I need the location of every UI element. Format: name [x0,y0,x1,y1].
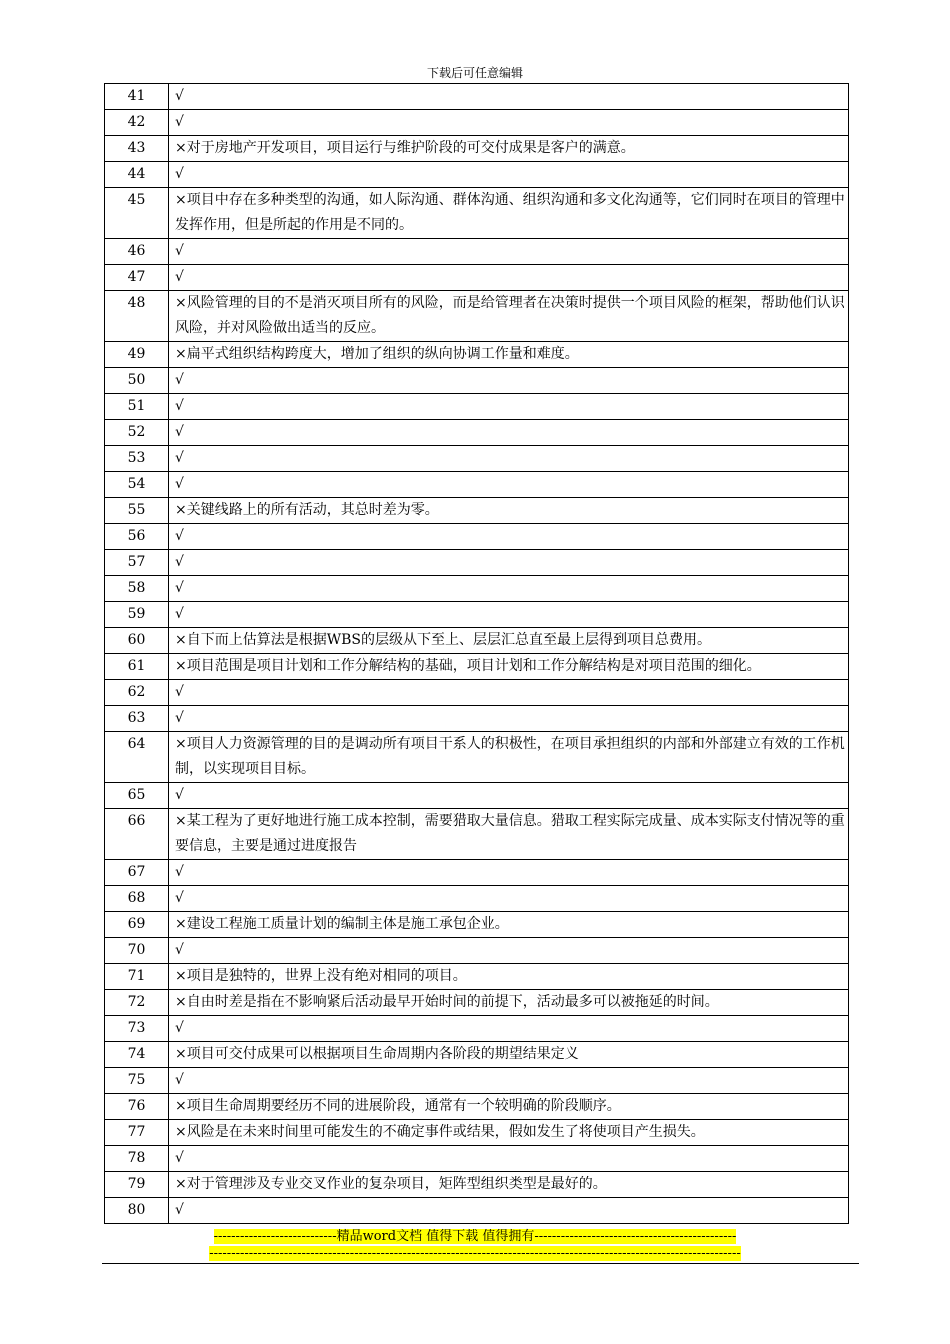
footer [0,1228,950,1262]
table-row [105,446,849,472]
table-row [105,394,849,420]
answer-text: √ [169,110,849,136]
question-number: 58 [105,576,169,602]
table-row [105,1120,849,1146]
answer-text: ×某工程为了更好地进行施工成本控制，需要猎取大量信息。猎取工程实际完成量、成本实际支付情况等的重要信息，主要是通过进度报告 [169,809,849,860]
answer-text: ×扁平式组织结构跨度大，增加了组织的纵向协调工作量和难度。 [169,342,849,368]
question-number: 63 [105,706,169,732]
table-row [105,239,849,265]
question-number: 61 [105,654,169,680]
table-row [105,342,849,368]
question-number: 51 [105,394,169,420]
table-row [105,524,849,550]
answer-text: √ [169,938,849,964]
question-number: 79 [105,1172,169,1198]
table-row [105,1068,849,1094]
table-row [105,783,849,809]
question-number: 69 [105,912,169,938]
table-row [105,964,849,990]
answer-text: ×项目范围是项目计划和工作分解结构的基础，项目计划和工作分解结构是对项目范围的细化。 [169,654,849,680]
answer-text: √ [169,576,849,602]
answer-text: √ [169,368,849,394]
table-row [105,162,849,188]
table-row [105,110,849,136]
footer-line-2: ------------------------------------------------------------------------------------------------------------------------- [209,1246,741,1261]
answer-text: √ [169,1068,849,1094]
answer-text: √ [169,84,849,110]
answer-text: ×项目中存在多种类型的沟通，如人际沟通、群体沟通、组织沟通和多文化沟通等，它们同时在项目的管理中发挥作用，但是所起的作用是不同的。 [169,188,849,239]
table-row [105,1172,849,1198]
question-number: 55 [105,498,169,524]
question-number: 75 [105,1068,169,1094]
answer-text: √ [169,1016,849,1042]
answer-text: ×项目是独特的，世界上没有绝对相同的项目。 [169,964,849,990]
table-row [105,809,849,860]
table-row [105,602,849,628]
table-row [105,680,849,706]
question-number: 68 [105,886,169,912]
answer-text: √ [169,886,849,912]
question-number: 60 [105,628,169,654]
question-number: 56 [105,524,169,550]
answer-text: √ [169,265,849,291]
answer-text: √ [169,524,849,550]
answer-text: ×自由时差是指在不影响紧后活动最早开始时间的前提下，活动最多可以被拖延的时间。 [169,990,849,1016]
page-header: 下载后可任意编辑 [426,66,523,80]
answer-text: √ [169,706,849,732]
answer-text: √ [169,860,849,886]
question-number: 72 [105,990,169,1016]
table-row [105,628,849,654]
table-row [105,1146,849,1172]
question-number: 43 [105,136,169,162]
answer-text: √ [169,1146,849,1172]
question-number: 64 [105,732,169,783]
table-row [105,550,849,576]
table-row [105,368,849,394]
table-row [105,1016,849,1042]
answer-text: ×风险是在未来时间里可能发生的不确定事件或结果，假如发生了将使项目产生损失。 [169,1120,849,1146]
question-number: 52 [105,420,169,446]
answer-text: √ [169,783,849,809]
question-number: 53 [105,446,169,472]
table-row [105,1094,849,1120]
table-row [105,990,849,1016]
table-row [105,136,849,162]
table-row [105,420,849,446]
question-number: 50 [105,368,169,394]
question-number: 71 [105,964,169,990]
footer-line-1: ----------------------------精品word文档 值得下载 值得拥有---------------------------------------------- [213,1229,737,1244]
question-number: 54 [105,472,169,498]
table-row [105,912,849,938]
table-row [105,84,849,110]
answer-text: √ [169,420,849,446]
answer-text: √ [169,446,849,472]
question-number: 66 [105,809,169,860]
question-number: 67 [105,860,169,886]
answer-text: √ [169,239,849,265]
question-number: 70 [105,938,169,964]
answer-text: ×自下而上估算法是根据WBS的层级从下至上、层层汇总直至最上层得到项目总费用。 [169,628,849,654]
question-number: 46 [105,239,169,265]
question-number: 45 [105,188,169,239]
question-number: 47 [105,265,169,291]
question-number: 74 [105,1042,169,1068]
answer-text: √ [169,602,849,628]
answer-text: ×项目生命周期要经历不同的进展阶段，通常有一个较明确的阶段顺序。 [169,1094,849,1120]
answer-text: ×关键线路上的所有活动，其总时差为零。 [169,498,849,524]
question-number: 41 [105,84,169,110]
table-row [105,1042,849,1068]
answer-text: √ [169,1198,849,1224]
answer-text: ×建设工程施工质量计划的编制主体是施工承包企业。 [169,912,849,938]
question-number: 59 [105,602,169,628]
answer-table-body [105,84,849,1224]
answer-text: ×项目人力资源管理的目的是调动所有项目干系人的积极性，在项目承担组织的内部和外部建立有效的工作机制，以实现项目目标。 [169,732,849,783]
table-row [105,188,849,239]
table-row [105,732,849,783]
question-number: 73 [105,1016,169,1042]
table-row [105,472,849,498]
question-number: 49 [105,342,169,368]
answer-text: √ [169,550,849,576]
answer-text: ×风险管理的目的不是消灭项目所有的风险，而是给管理者在决策时提供一个项目风险的框架，帮助他们认识风险，并对风险做出适当的反应。 [169,291,849,342]
answer-text: √ [169,680,849,706]
table-row [105,860,849,886]
question-number: 42 [105,110,169,136]
table-row [105,886,849,912]
table-row [105,498,849,524]
table-row [105,1198,849,1224]
answer-text: ×对于管理涉及专业交叉作业的复杂项目，矩阵型组织类型是最好的。 [169,1172,849,1198]
question-number: 62 [105,680,169,706]
question-number: 76 [105,1094,169,1120]
question-number: 65 [105,783,169,809]
table-row [105,654,849,680]
table-row [105,706,849,732]
question-number: 57 [105,550,169,576]
footer-divider [102,1263,859,1264]
question-number: 48 [105,291,169,342]
table-row [105,938,849,964]
question-number: 77 [105,1120,169,1146]
answer-text: ×项目可交付成果可以根据项目生命周期内各阶段的期望结果定义 [169,1042,849,1068]
question-number: 78 [105,1146,169,1172]
answer-table [104,83,849,1224]
question-number: 44 [105,162,169,188]
answer-text: √ [169,394,849,420]
answer-text: √ [169,472,849,498]
answer-text: ×对于房地产开发项目，项目运行与维护阶段的可交付成果是客户的满意。 [169,136,849,162]
table-row [105,291,849,342]
answer-text: √ [169,162,849,188]
table-row [105,265,849,291]
table-row [105,576,849,602]
question-number: 80 [105,1198,169,1224]
